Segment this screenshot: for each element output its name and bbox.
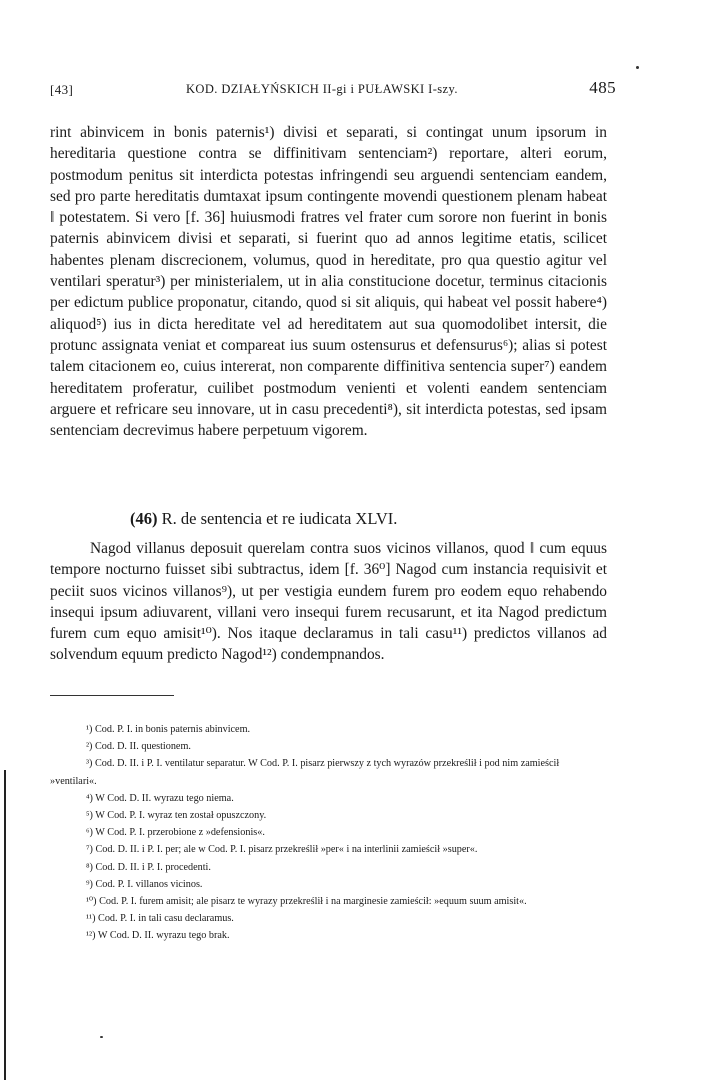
- footnote: ³) Cod. D. II. i P. I. ventilatur separatur. W Cod. P. I. pisarz pierwszy z tych wyrazów przekreślił i pod nim zamieścił »ventilari«.: [50, 758, 560, 787]
- running-title: KOD. DZIAŁYŃSKICH II-gi i PUŁAWSKI I-szy.: [186, 82, 458, 96]
- scan-edge-line: [4, 770, 6, 1080]
- page-number: 485: [589, 78, 616, 97]
- scan-speck: [636, 66, 639, 69]
- main-paragraph: rint abinvicem in bonis paternis¹) divisi et separati, si contingat unum ipsorum in hereditaria questione contra se diffinitivam sentenciam²) reportare, alteri eorum, postmodum penitus sit interdicta potestas infringendi seu arguendi sentenciam eandem, sed pro parte hereditatis dumtaxat ipsum contingente movendi questionem plenam habeat ‖ potestatem. Si vero [f. 36] huiusmodi fratres vel frater cum sorore non fuerint in bonis paternis abinvicem divisi et separati, si fuerint quo ad annos legitime etatis, scilicet habentes plenam discrecionem, volumus, quod in hereditate, pro qua questio agitur vel ventilari speratur³) per ministerialem, ut in alia constitucione docetur, terminus citacionis per edictum publice proponatur, citando, quod si sit aliquis, qui habeat vel possit habere⁴) aliquod⁵) ius in dicta hereditate vel ad hereditatem aut sua quomodolibet intersit, die protunc assignata veniat et compareat ius suum ostensurus et defensurus⁶); alias si potest talem citacionem eo, cuius intererat, non comparente diffinitiva sentencia super⁷) eandem hereditatem proferatur, cuilibet postmodum venienti et volenti eandem sentenciam arguere et refricare seu innovare, ut in casu precedenti⁸), sit interdicta potestas, sed ipsam sentenciam decrevimus habere perpetuum vigorem.: [50, 124, 607, 440]
- footnote: ⁶) W Cod. P. I. przerobione z »defensionis«.: [86, 827, 265, 839]
- section-text-block: [50, 538, 607, 666]
- main-text-block: [50, 122, 607, 441]
- section-number: (46): [130, 509, 158, 528]
- footnote-separator: [50, 695, 174, 696]
- footnote: ¹) Cod. P. I. in bonis paternis abinvicem.: [86, 724, 251, 735]
- footnotes: [50, 721, 607, 945]
- footnote: ¹²) W Cod. D. II. wyrazu tego brak.: [86, 930, 230, 942]
- footnote: ²) Cod. D. II. questionem.: [86, 741, 191, 753]
- footnote: ⁷) Cod. D. II. i P. I. per; ale w Cod. P. I. pisarz przekreślił »per« i na interlinii zamieścił »super«.: [86, 844, 478, 856]
- footnote: ⁴) W Cod. D. II. wyrazu tego niema.: [86, 792, 234, 804]
- footnote: ⁹) Cod. P. I. villanos vicinos.: [86, 878, 203, 890]
- footnote: ¹⁰) Cod. P. I. furem amisit; ale pisarz te wyrazy przekreślił i na marginesie zamieścił: »equum suum amisit«.: [86, 896, 527, 908]
- footnote: ⁸) Cod. D. II. i P. I. procedenti.: [86, 861, 211, 873]
- section-title: R. de sentencia et re iudicata XLVI.: [161, 509, 398, 528]
- page-ref-left: [43]: [50, 82, 74, 97]
- footnote: ¹¹) Cod. P. I. in tali casu declaramus.: [86, 913, 234, 925]
- section-heading: [130, 509, 610, 529]
- section-paragraph: Nagod villanus deposuit querelam contra suos vicinos villanos, quod ‖ cum equus tempore nocturno fuisset sibi subtractus, idem [f. 36⁰] Nagod cum instancia requisivit et peciit suos vicinos villanos⁹), ut per vestigia eundem furem pro eodem equo rehabendo insequi ipsum adiuvarent, villani vero insequi furem recusarunt, et ita Nagod predictum furem cum equo amisit¹⁰). Nos itaque declaramus in tali casu¹¹) predictos villanos ad solvendum equum predicto Nagod¹²) condempnandos.: [50, 540, 607, 664]
- running-header: [50, 80, 630, 106]
- scan-speck: [100, 1036, 103, 1038]
- footnote: ⁵) W Cod. P. I. wyraz ten został opuszczony.: [86, 810, 267, 822]
